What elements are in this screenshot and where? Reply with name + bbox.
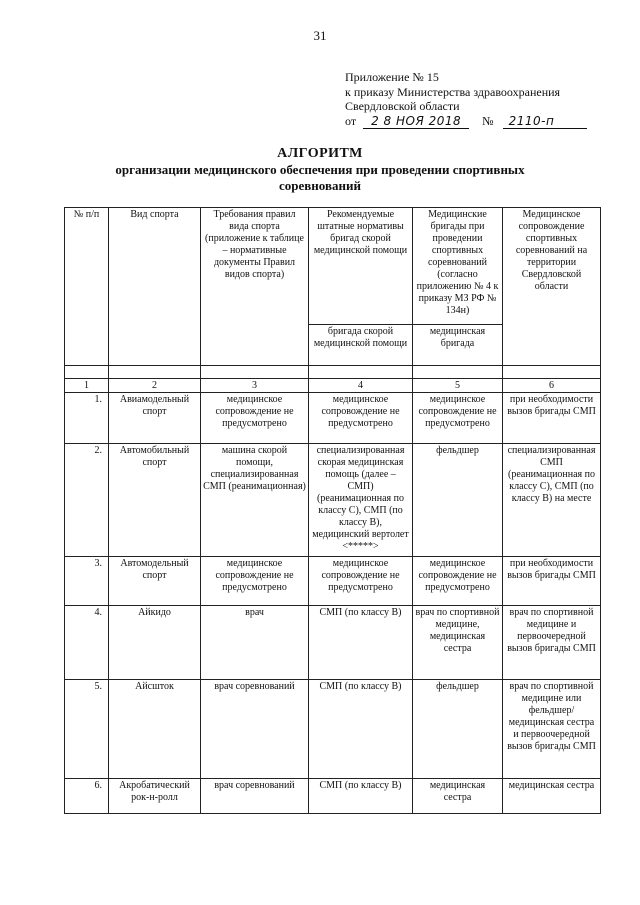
ambulance-norm: СМП (по классу В) [309,606,413,680]
ambulance-norm: медицинское сопровождение не предусмотрено [309,557,413,606]
table-row [65,680,601,779]
table-row [65,606,601,680]
rules-requirement: машина скорой помощи, специализированная СМП (реанимационная) [201,444,309,557]
rules-requirement: медицинское сопровождение не предусмотрено [201,557,309,606]
subheader-medical-team: медицинская бригада [413,325,503,366]
medical-team: медицинская сестра [413,779,503,814]
ambulance-norm: СМП (по классу В) [309,779,413,814]
sport-name: Авиамодельный спорт [109,393,201,444]
sport-name: Айкидо [109,606,201,680]
rules-requirement: врач [201,606,309,680]
ambulance-norm: специализированная скорая медицинская помощь (далее – СМП) (реанимационная по классу С), СМП (по классу В), медицинский вертолет <*****> [309,444,413,557]
page-number: 31 [313,28,327,43]
document-subtitle: организации медицинского обеспечения при проведении спортивных соревнований [115,162,525,193]
regional-support: медицинская сестра [503,779,601,814]
rules-requirement: медицинское сопровождение не предусмотрено [201,393,309,444]
table-row [65,393,601,444]
column-number: 5 [413,379,503,393]
order-date: 2 8 НОЯ 2018 [363,114,469,130]
table-row [65,557,601,606]
ambulance-norm: медицинское сопровождение не предусмотрено [309,393,413,444]
column-number: 3 [201,379,309,393]
regional-support: врач по спортивной медицине или фельдшер/медицинская сестра и первоочередной вызов бригады СМП [503,680,601,779]
table-column-numbers-row [65,379,601,393]
regional-support: при необходимости вызов бригады СМП [503,393,601,444]
column-number: 4 [309,379,413,393]
subheader-ambulance-team: бригада скорой медицинской помощи [309,325,413,366]
number-label: № [482,113,494,128]
appendix-line-2: к приказу Министерства здравоохранения [345,84,561,99]
sport-name: Айсшток [109,680,201,779]
header-cell-sport: Вид спорта [109,208,201,366]
row-number: 4. [65,606,109,680]
medical-team: медицинское сопровождение не предусмотрено [413,557,503,606]
sport-name: Акробатический рок-н-ролл [109,779,201,814]
medical-team: фельдшер [413,444,503,557]
medical-team: фельдшер [413,680,503,779]
table-spacer-row [65,366,601,379]
header-cell-regional-support: Медицинское сопровождение спортивных соревнований на территории Свердловской области [503,208,601,366]
rules-requirement: врач соревнований [201,680,309,779]
column-number: 1 [65,379,109,393]
ambulance-norm: СМП (по классу В) [309,680,413,779]
row-number: 6. [65,779,109,814]
regional-support: врач по спортивной медицине и первоочередной вызов бригады СМП [503,606,601,680]
header-cell-ambulance-norms: Рекомендуемые штатные нормативы бригад скорой медицинской помощи [309,208,413,325]
row-number: 1. [65,393,109,444]
document-title: АЛГОРИТМ [277,146,363,161]
sport-name: Автомобильный спорт [109,444,201,557]
row-number: 2. [65,444,109,557]
appendix-line-3: Свердловской области [345,99,460,113]
sport-name: Автомодельный спорт [109,557,201,606]
table-row [65,444,601,557]
column-number: 2 [109,379,201,393]
regional-support: специализированная СМП (реанимационная по классу С), СМП (по классу В) на месте [503,444,601,557]
appendix-line-1: Приложение № 15 [345,70,439,84]
table-header-row [65,208,601,325]
regional-support: при необходимости вызов бригады СМП [503,557,601,606]
table-row [65,779,601,814]
column-number: 6 [503,379,601,393]
row-number: 5. [65,680,109,779]
from-label: от [345,113,357,128]
algorithm-table [64,207,601,814]
header-cell-medical-teams: Медицинские бригады при проведении спортивных соревнований (согласно приложению № 4 к приказу МЗ РФ № 134н) [413,208,503,325]
medical-team: врач по спортивной медицине, медицинская сестра [413,606,503,680]
rules-requirement: врач соревнований [201,779,309,814]
appendix-block [345,70,587,129]
medical-team: медицинское сопровождение не предусмотрено [413,393,503,444]
row-number: 3. [65,557,109,606]
order-number: 2110-п [503,114,587,130]
header-cell-number: № п/п [65,208,109,366]
header-cell-rules: Требования правил вида спорта (приложение к таблице – нормативные документы Правил видов спорта) [201,208,309,366]
appendix-date-line [345,114,587,130]
